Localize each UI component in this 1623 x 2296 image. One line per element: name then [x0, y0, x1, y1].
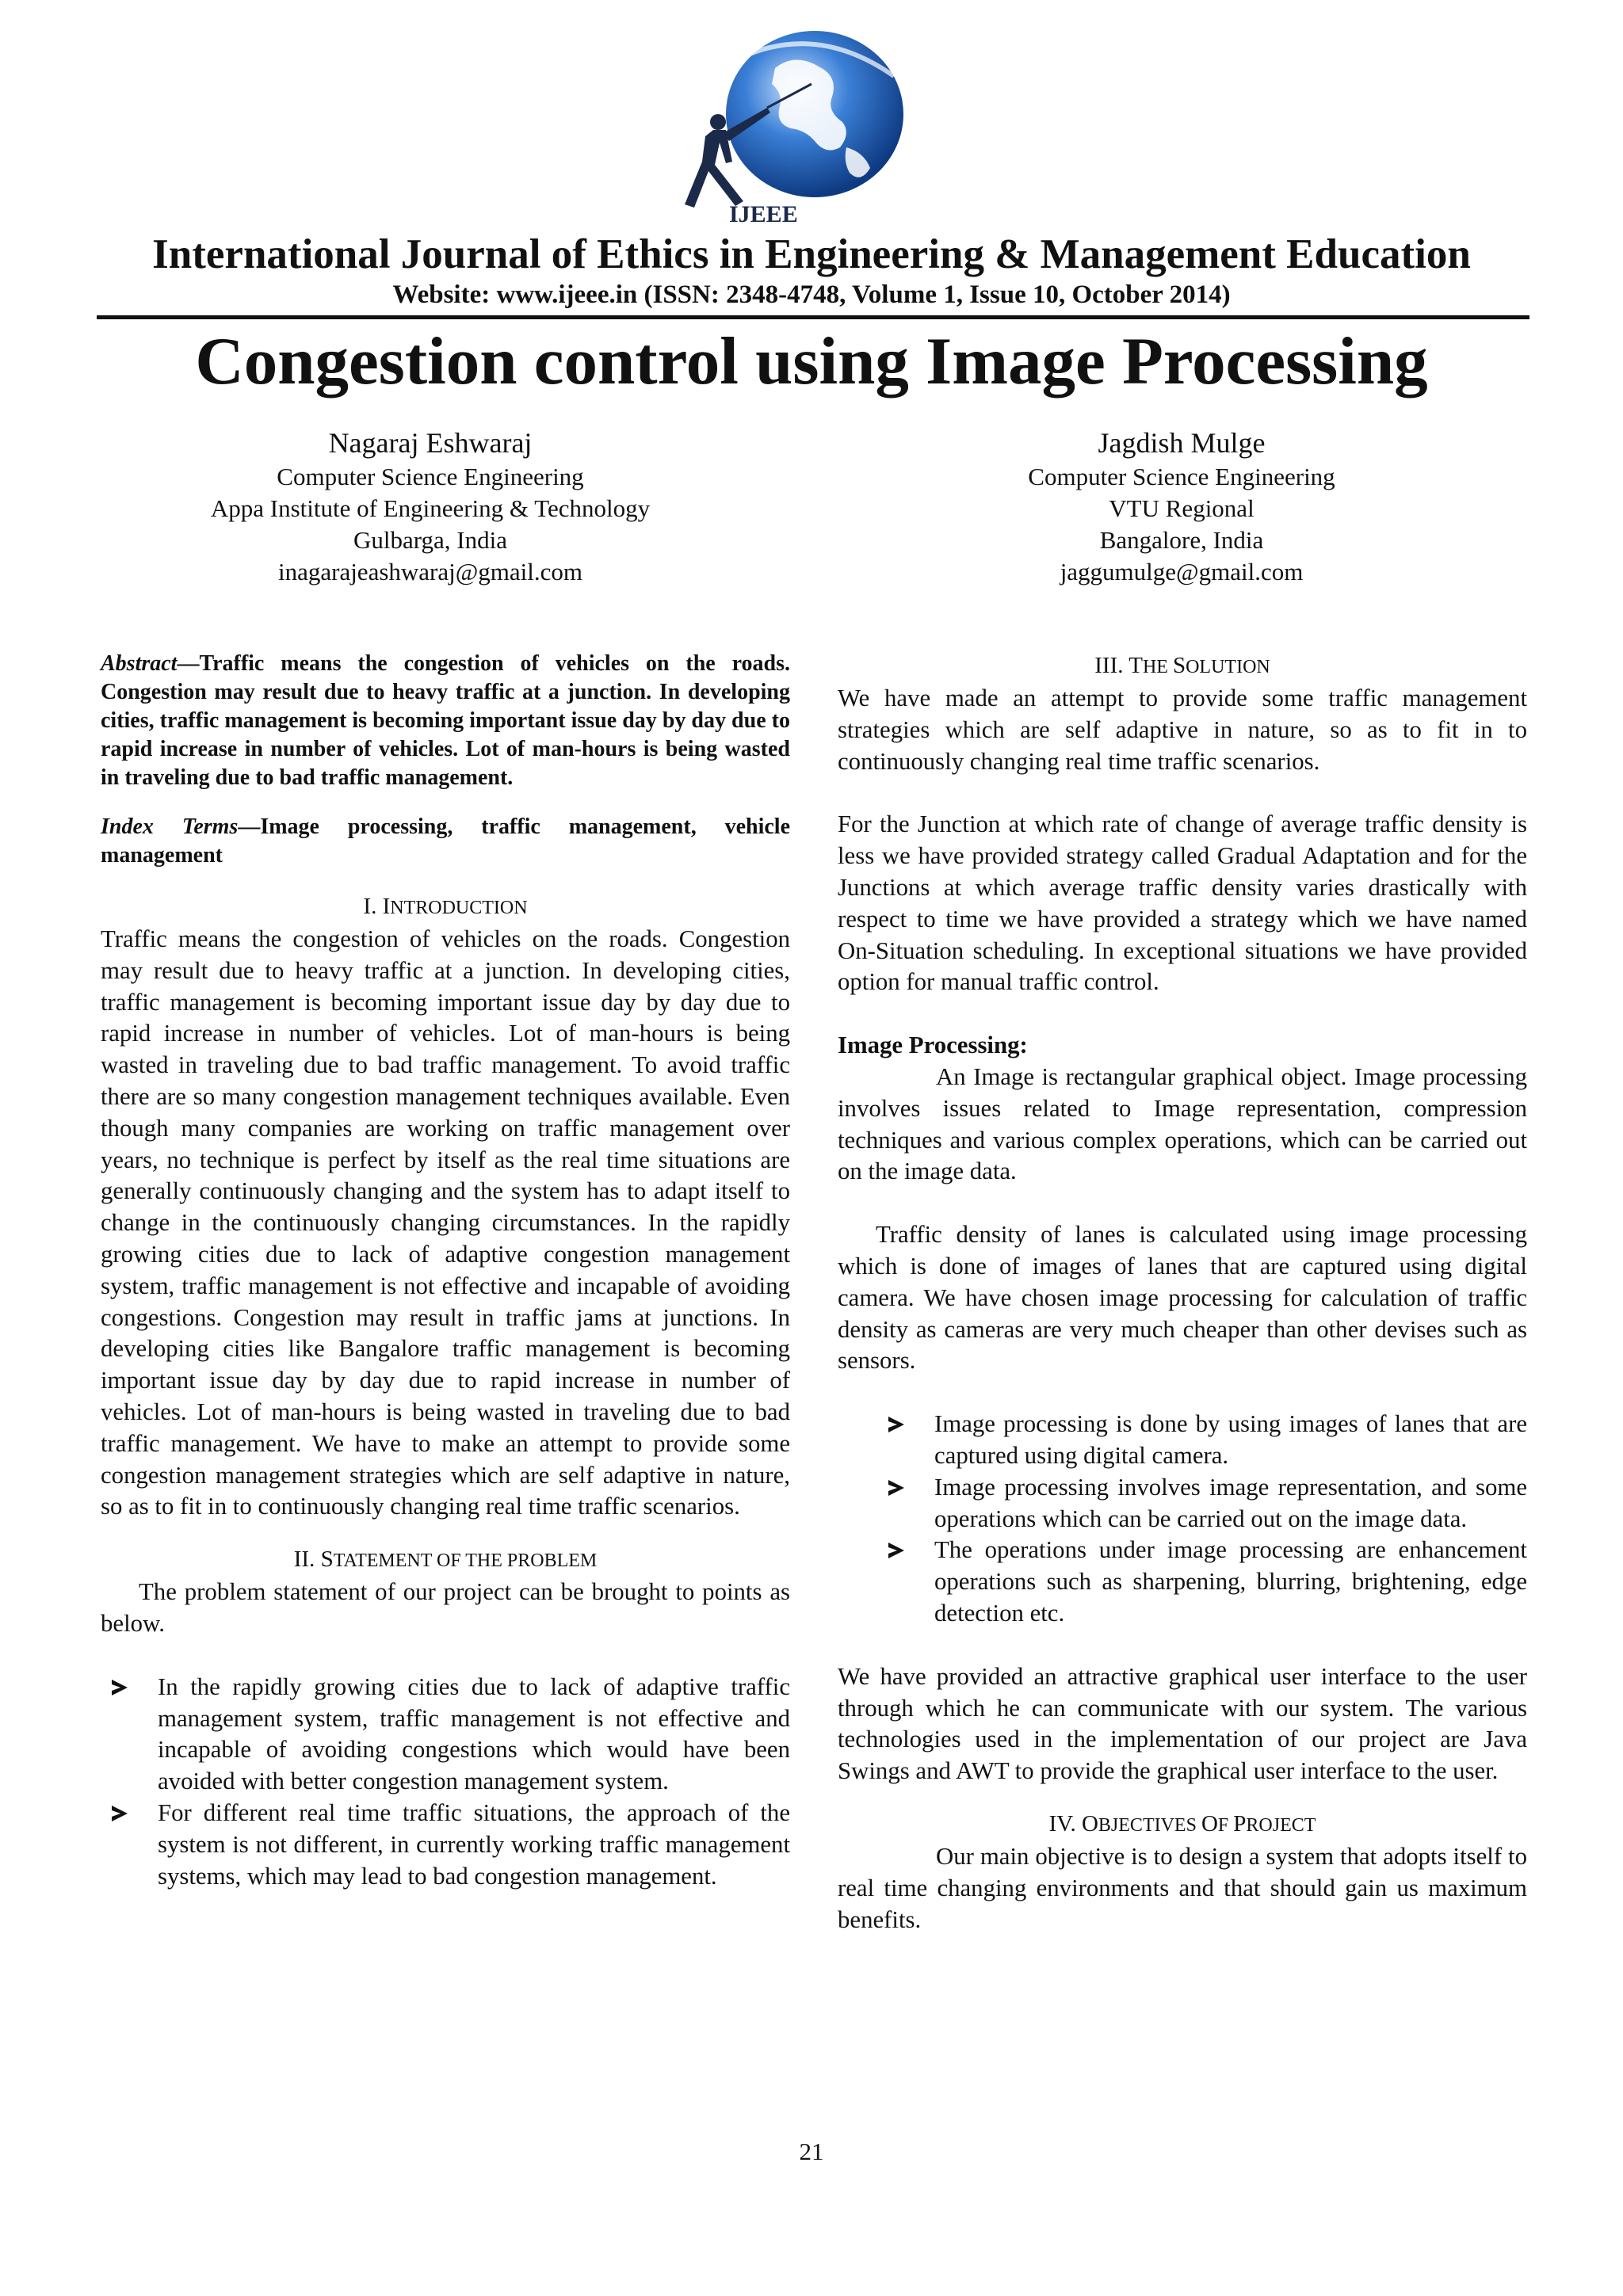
author-location: Bangalore, India	[1099, 526, 1264, 554]
section-heading-solution: III. THE SOLUTION	[1094, 653, 1270, 678]
list-item: Image processing involves image representation, and some operations which can be carried out on the image data.	[838, 1472, 1527, 1535]
left-column	[101, 650, 790, 1892]
objectives-body: Our main objective is to design a system that adopts itself to real time changing environments and that should gain us maximum benefits.	[838, 1842, 1527, 1933]
index-terms-label: Index Terms	[101, 814, 239, 839]
author-name: Nagaraj Eshwaraj	[328, 427, 533, 459]
arrow-bullet-icon	[112, 1680, 128, 1695]
author-location: Gulbarga, India	[353, 526, 507, 554]
author-name: Jagdish Mulge	[1098, 427, 1266, 459]
author-email: jaggumulge@gmail.com	[1060, 558, 1304, 585]
globe-with-fencer-logo-icon	[656, 29, 910, 227]
author-institution: Appa Institute of Engineering & Technology	[210, 494, 651, 522]
author-email: inagarajeashwaraj@gmail.com	[277, 558, 583, 585]
author-department: Computer Science Engineering	[1028, 463, 1335, 490]
solution-paragraph-4: Traffic density of lanes is calculated using image processing which is done of images of lanes that are captured using digital camera. We have chosen image processing for calculation of traffic density as cameras are very much cheaper than other devises such as sensors.	[838, 1221, 1527, 1375]
arrow-bullet-icon	[112, 1806, 128, 1821]
page-number: 21	[799, 2138, 824, 2165]
solution-paragraph-1: We have made an attempt to provide some traffic management strategies which are self adaptive in nature, so as to fit in to continuously changing real time traffic scenarios.	[838, 685, 1527, 775]
section-heading-problem: II. STATEMENT OF THE PROBLEM	[293, 1547, 598, 1573]
arrow-bullet-icon	[888, 1480, 904, 1496]
author-block-2	[857, 425, 1507, 588]
list-item: For different real time traffic situations, the approach of the system is not different, in currently working traffic management systems, which may lead to bad congestion management.	[101, 1798, 790, 1892]
journal-title: International Journal of Ethics in Engineering & Management Education	[152, 231, 1471, 277]
logo-text: IJEEE	[729, 201, 798, 227]
arrow-bullet-icon	[888, 1543, 904, 1558]
solution-paragraph-3: An Image is rectangular graphical object. Image processing involves issues related to Image representation, compression techniques and various complex operations, which can be carried out on the image data.	[838, 1062, 1527, 1185]
problem-list	[101, 1672, 790, 1893]
introduction-body: Traffic means the congestion of vehicles on the roads. Congestion may result due to heavy traffic at a junction. In developing cities, traffic management is becoming important issue day by day due to rapid increase in number of vehicles. Lot of man-hours is being wasted in traveling due to bad traffic management. To avoid traffic there are so many congestion management techniques available. Even though many companies are working on traffic management over years, no technique is perfect by itself as the real time situations are generally continuously changing and the system has to adapt itself to change in the continuously changing circumstances. In the rapidly growing cities due to lack of adaptive congestion management system, traffic management is not effective and incapable of avoiding congestions. Congestion may result in traffic jams at junctions. In developing cities like Bangalore traffic management is becoming important issue day by day due to rapid increase in number of vehicles. Lot of man-hours is being wasted in traveling due to bad traffic management. We have to make an attempt to provide some congestion management strategies which are self adaptive in nature, so as to fit in to continuously changing real time traffic scenarios.	[101, 925, 790, 1520]
arrow-bullet-icon	[888, 1417, 904, 1432]
journal-info: Website: www.ijeee.in (ISSN: 2348-4748, Volume 1, Issue 10, October 2014)	[392, 280, 1231, 309]
header-divider	[97, 315, 1529, 319]
abstract	[101, 650, 790, 792]
section-heading-objectives: IV. OBJECTIVES OF PROJECT	[1048, 1810, 1316, 1836]
list-item: In the rapidly growing cities due to lack of adaptive traffic management system, traffic management is not effective and incapable of avoiding congestions which would have been avoided with better congestion management system.	[101, 1672, 790, 1798]
solution-list	[838, 1409, 1527, 1630]
abstract-label: Abstract	[101, 651, 178, 676]
abstract-text: —Traffic means the congestion of vehicles on the roads. Congestion may result due to heavy traffic at a junction. In developing cities, traffic management is becoming important issue day by day due to rapid increase in number of vehicles. Lot of man-hours is being wasted in traveling due to bad traffic management.	[101, 651, 790, 790]
list-item: Image processing is done by using images of lanes that are captured using digital camera.	[838, 1409, 1527, 1472]
section-heading-introduction: I. INTRODUCTION	[363, 894, 528, 919]
journal-logo	[656, 29, 910, 227]
paper-title: Congestion control using Image Processing	[195, 324, 1428, 399]
author-block-1	[105, 425, 755, 588]
author-department: Computer Science Engineering	[277, 463, 584, 490]
author-institution: VTU Regional	[1109, 494, 1254, 522]
index-terms-text: —Image processing, traffic management, vehicle management	[101, 814, 791, 868]
index-terms	[101, 813, 790, 870]
right-column	[838, 650, 1527, 1936]
image-processing-heading: Image Processing:	[838, 1032, 1028, 1059]
list-item: The operations under image processing are enhancement operations such as sharpening, blurring, brightening, edge detection etc.	[838, 1535, 1527, 1629]
solution-paragraph-2: For the Junction at which rate of change of average traffic density is less we have provided strategy called Gradual Adaptation and for the Junctions at which average traffic density varies drastically with respect to time we have provided a strategy which we have named On-Situation scheduling. In exceptional situations we have provided option for manual traffic control.	[838, 810, 1527, 996]
problem-intro: The problem statement of our project can be brought to points as below.	[101, 1578, 790, 1637]
solution-paragraph-5: We have provided an attractive graphical user interface to the user through which he can communicate with our system. The various technologies used in the implementation of our project are Java Swings and AWT to provide the graphical user interface to the user.	[838, 1662, 1527, 1785]
